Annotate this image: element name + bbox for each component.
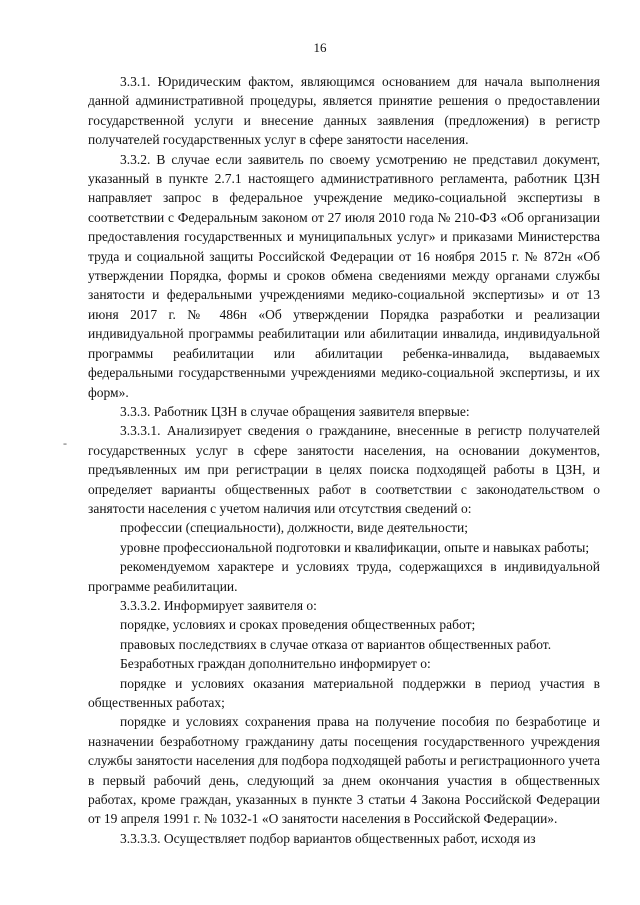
paragraph-3-3-3-3: 3.3.3.3. Осуществляет подбор вариантов общественных работ, исходя из: [120, 830, 536, 846]
list-item-material-support: порядке и условиях оказания материальной поддержки в период участия в общественных работах;: [88, 675, 600, 710]
margin-mark: -: [63, 436, 67, 450]
paragraph-3-3-3-1: 3.3.3.1. Анализирует сведения о гражданине, внесенные в регистр получателей государственных услуг в сфере занятости населения, на основании документов, предъявленных им при регистрации в целях поиска подходящей работы в ЦЗН, и определяет варианты общественных работ в соответствии с законодательством о занятости населения с учетом наличия или отсутствия сведений о:: [88, 423, 600, 516]
paragraph-3-3-3: 3.3.3. Работник ЦЗН в случае обращения заявителя впервые:: [120, 403, 470, 419]
list-item-public-works-terms: порядке, условиях и сроках проведения общественных работ;: [120, 617, 476, 633]
list-item-benefit-rights: порядке и условиях сохранения права на получение пособия по безработице и назначении безработному гражданину даты посещения государственного учреждения службы занятости населения для подбора подходящей работы и регистрационного учета в первый рабочий день, следующий за днем окончания участия в общественных работах, кроме граждан, указанных в пункте 3 статьи 4 Закона Российской Федерации от 19 апреля 1991 г. № 1032-1 «О занятости населения в Российской Федерации».: [88, 714, 600, 827]
page-number: 16: [313, 40, 327, 55]
list-item-refusal-consequences: правовых последствиях в случае отказа от вариантов общественных работ.: [120, 636, 552, 652]
list-item-qualification: уровне профессиональной подготовки и квалификации, опыте и навыках работы;: [120, 539, 590, 555]
paragraph-3-3-3-2: 3.3.3.2. Информирует заявителя о:: [120, 597, 317, 613]
paragraph-3-3-2: 3.3.2. В случае если заявитель по своему усмотрению не представил документ, указанный в пункте 2.7.1 настоящего административного регламента, работник ЦЗН направляет запрос в федеральное учреждение медико-социальной экспертизы в соответствии с Федеральным законом от 27 июля 2010 года № 210-ФЗ «Об организации предоставления государственных и муниципальных услуг» и приказами Министерства труда и социальной защиты Российской Федерации от 16 ноября 2015 г. № 872н «Об утверждении Порядка, формы и сроков обмена сведениями между органами службы занятости и федеральными учреждениями медико-социальной экспертизы» и от 13 июня 2017 г. № 486н «Об утверждении Порядка разработки и реализации индивидуальной программы реабилитации или абилитации инвалида, индивидуальной программы реабилитации или абилитации ребенка-инвалида, выдаваемых федеральными государственными учреждениями медико-социальной экспертизы, и их форм».: [88, 151, 600, 400]
document-body: [88, 72, 600, 848]
paragraph-unemployed-info: Безработных граждан дополнительно информирует о:: [120, 656, 431, 672]
paragraph-3-3-1: 3.3.1. Юридическим фактом, являющимся основанием для начала выполнения данной административной процедуры, является принятие решения о предоставлении государственной услуги и внесение данных заявления (предложения) в регистр получателей государственных услуг в сфере занятости населения.: [88, 74, 600, 148]
list-item-profession: профессии (специальности), должности, виде деятельности;: [120, 520, 468, 536]
list-item-work-conditions: рекомендуемом характере и условиях труда, содержащихся в индивидуальной программе реабилитации.: [88, 559, 600, 594]
